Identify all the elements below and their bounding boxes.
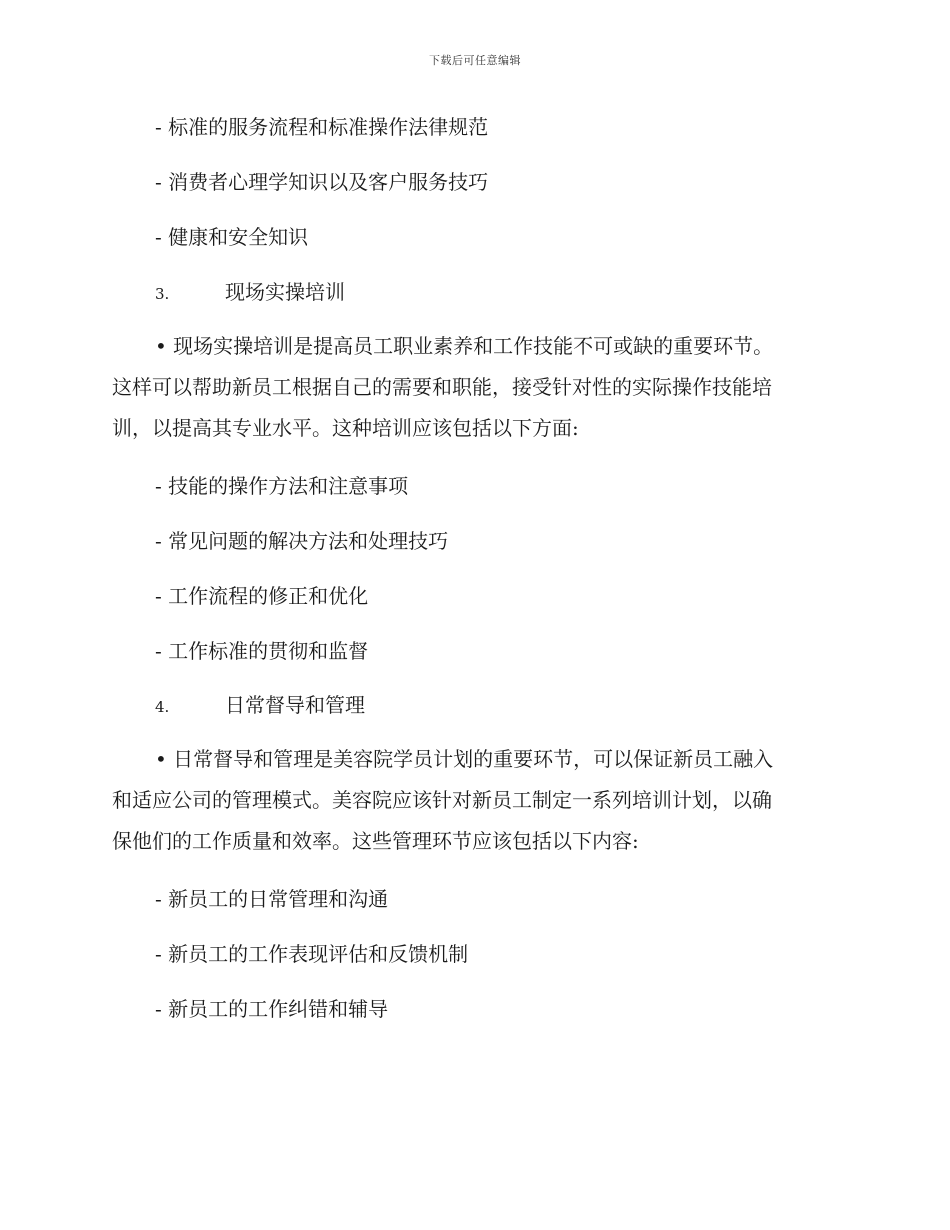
list-item: - 工作标准的贯彻和监督	[155, 639, 369, 663]
section-title: 现场实操培训	[225, 280, 345, 304]
list-item: - 新员工的日常管理和沟通	[155, 887, 389, 911]
page-header: 下载后可任意编辑	[429, 54, 521, 67]
list-item: - 技能的操作方法和注意事项	[155, 474, 409, 498]
paragraph-line: 和适应公司的管理模式。美容院应该针对新员工制定一系列培训计划，以确	[112, 788, 772, 812]
list-item: - 常见问题的解决方法和处理技巧	[155, 529, 449, 553]
section-3-paragraph	[112, 326, 832, 449]
list-item: - 消费者心理学知识以及客户服务技巧	[155, 170, 489, 194]
list-item: - 新员工的工作纠错和辅导	[155, 997, 389, 1021]
paragraph-line: 这样可以帮助新员工根据自己的需要和职能，接受针对性的实际操作技能培	[112, 375, 772, 399]
section-number: 4.	[155, 698, 170, 716]
section-number: 3.	[155, 285, 170, 303]
list-item: - 工作流程的修正和优化	[155, 584, 369, 608]
list-item: - 新员工的工作表现评估和反馈机制	[155, 942, 469, 966]
section-heading-4	[155, 691, 365, 721]
paragraph-line: 保他们的工作质量和效率。这些管理环节应该包括以下内容:	[112, 829, 639, 853]
list-item: - 标准的服务流程和标准操作法律规范	[155, 115, 489, 139]
section-heading-3	[155, 278, 345, 308]
paragraph-line: • 现场实操培训是提高员工职业素养和工作技能不可或缺的重要环节。	[155, 334, 774, 358]
list-item: - 健康和安全知识	[155, 225, 309, 249]
section-title: 日常督导和管理	[225, 693, 365, 717]
section-4-paragraph	[112, 739, 832, 862]
paragraph-line: 训，以提高其专业水平。这种培训应该包括以下方面:	[112, 416, 579, 440]
paragraph-line: • 日常督导和管理是美容院学员计划的重要环节，可以保证新员工融入	[155, 747, 774, 771]
